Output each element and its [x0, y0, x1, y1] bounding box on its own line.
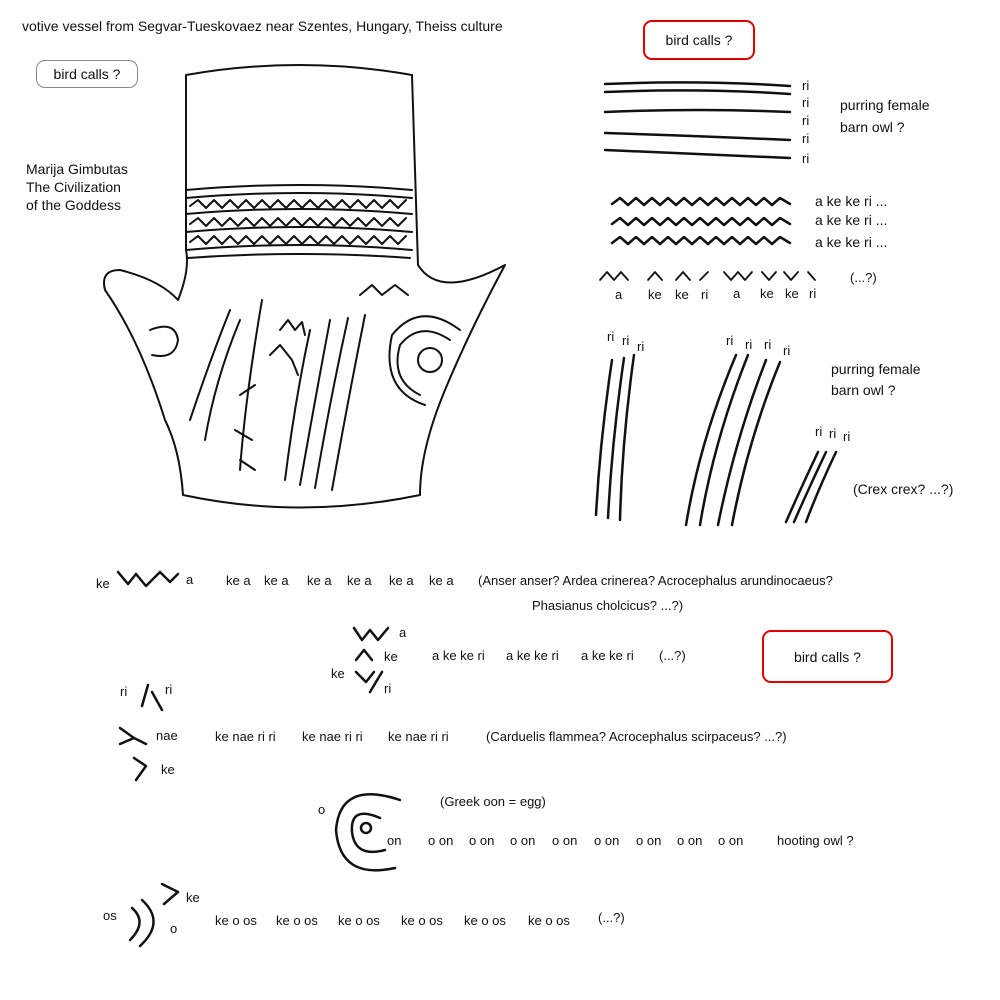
bird-calls-highlight-top: bird calls ? — [643, 20, 755, 60]
glyph-syllable: a — [733, 286, 741, 301]
syllable-ri: ri — [637, 339, 645, 354]
keoos-glyph — [130, 884, 178, 946]
glyph-ke: ke — [186, 890, 200, 905]
syllable-ri: ri — [843, 429, 851, 444]
akekeri-glyph — [354, 628, 388, 692]
zigzag-lines-glyph — [612, 198, 790, 244]
species-line2: Phasianus cholcicus? ...?) — [532, 598, 684, 613]
interpretation-line2: barn owl ? — [840, 119, 905, 135]
zigzag-reading: a ke ke ri ... — [815, 212, 888, 228]
phrase: ke a — [429, 573, 454, 588]
syllable-ri: ri — [783, 343, 791, 358]
glyph-syllable: a — [615, 287, 623, 302]
glyph-syllable: ke — [675, 287, 689, 302]
syllable-ri: ri — [745, 337, 753, 352]
zigzag-breakdown-glyphs — [600, 272, 815, 280]
glyph-ke: ke — [384, 649, 398, 664]
query: (...?) — [598, 910, 625, 925]
phrase: o on — [428, 833, 454, 848]
interpretation: hooting owl ? — [777, 833, 854, 848]
glyph-ri: ri — [384, 681, 392, 696]
phrase: ke o os — [528, 913, 570, 928]
phrase-extra: o on — [636, 833, 662, 848]
phrase-extra: o on — [718, 833, 744, 848]
phrase: ke a — [226, 573, 251, 588]
species-query: (Crex crex? ...?) — [853, 481, 954, 497]
syllable-ri: ri — [607, 329, 615, 344]
glyph-on: on — [387, 833, 402, 848]
glyph-o: o — [170, 921, 178, 936]
glyph-a: a — [399, 625, 407, 640]
phrase: ke a — [389, 573, 414, 588]
phrase: ke a — [264, 573, 289, 588]
syllable-ri: ri — [802, 78, 810, 93]
glyph-syllable: ri — [701, 287, 709, 302]
phrase: o on — [594, 833, 620, 848]
syllable-ri: ri — [764, 337, 772, 352]
horizontal-lines-glyph — [605, 82, 790, 158]
query: (...?) — [659, 648, 686, 663]
phrase: ke o os — [401, 913, 443, 928]
phrase-extra: o on — [469, 833, 495, 848]
phrase: a ke ke ri — [506, 648, 559, 663]
citation-title-line2: of the Goddess — [26, 197, 121, 213]
species: (Carduelis flammea? Acrocephalus scirpaceus? ...?) — [486, 729, 787, 744]
glyph-syllable: ri — [809, 286, 817, 301]
greek-note: (Greek oon = egg) — [440, 794, 546, 809]
diagonal-lines-glyph — [596, 355, 836, 525]
ke-a-glyph — [118, 572, 178, 586]
glyph-nae: nae — [156, 728, 178, 743]
glyph-syllable: ke — [760, 286, 774, 301]
species-line1: (Anser anser? Ardea crinerea? Acrocephalus arundinocaeus? — [478, 573, 833, 588]
page-title: votive vessel from Segvar-Tueskovaez near Szentes, Hungary, Theiss culture — [22, 18, 503, 34]
phrase: ke nae ri ri — [215, 729, 276, 744]
glyph-ke: ke — [331, 666, 345, 681]
prefix-ke: ke — [96, 576, 110, 591]
phrase: a ke ke ri — [432, 648, 485, 663]
suffix-a: a — [186, 572, 194, 587]
interpretation-line1: purring female — [831, 361, 921, 377]
glyph-syllable: ke — [785, 286, 799, 301]
phrase: o on — [677, 833, 703, 848]
glyph-ke: ke — [161, 762, 175, 777]
bird-calls-highlight-bottom: bird calls ? — [762, 630, 893, 683]
bird-calls-label-left: bird calls ? — [36, 60, 138, 88]
interpretation-line1: purring female — [840, 97, 930, 113]
interpretation-line2: barn owl ? — [831, 382, 896, 398]
phrase: ke nae ri ri — [388, 729, 449, 744]
syllable-ri: ri — [726, 333, 734, 348]
glyph-o: o — [318, 802, 326, 817]
phrase: ke o os — [464, 913, 506, 928]
glyph-os: os — [103, 908, 117, 923]
votive-vessel-drawing — [104, 65, 505, 508]
zigzag-reading: a ke ke ri ... — [815, 234, 888, 250]
syllable-ri: ri — [622, 333, 630, 348]
phrase: ke o os — [276, 913, 318, 928]
phrase: ke o os — [338, 913, 380, 928]
phrase: ke nae ri ri — [302, 729, 363, 744]
phrase: ke a — [347, 573, 372, 588]
citation-author: Marija Gimbutas — [26, 161, 128, 177]
glyph-ri: ri — [165, 682, 173, 697]
phrase: o on — [510, 833, 536, 848]
phrase: ke o os — [215, 913, 257, 928]
syllable-ri: ri — [802, 95, 810, 110]
glyph-syllable: ke — [648, 287, 662, 302]
zigzag-reading: a ke ke ri ... — [815, 193, 888, 209]
phrase: ke a — [307, 573, 332, 588]
syllable-ri: ri — [802, 113, 810, 128]
syllable-ri: ri — [815, 424, 823, 439]
phrase-extra: o on — [552, 833, 578, 848]
syllable-ri: ri — [829, 426, 837, 441]
syllable-ri: ri — [802, 131, 810, 146]
citation-title-line1: The Civilization — [26, 179, 121, 195]
glyph-ri: ri — [120, 684, 128, 699]
zigzag-query: (...?) — [850, 270, 877, 285]
syllable-ri: ri — [802, 151, 810, 166]
phrase: a ke ke ri — [581, 648, 634, 663]
